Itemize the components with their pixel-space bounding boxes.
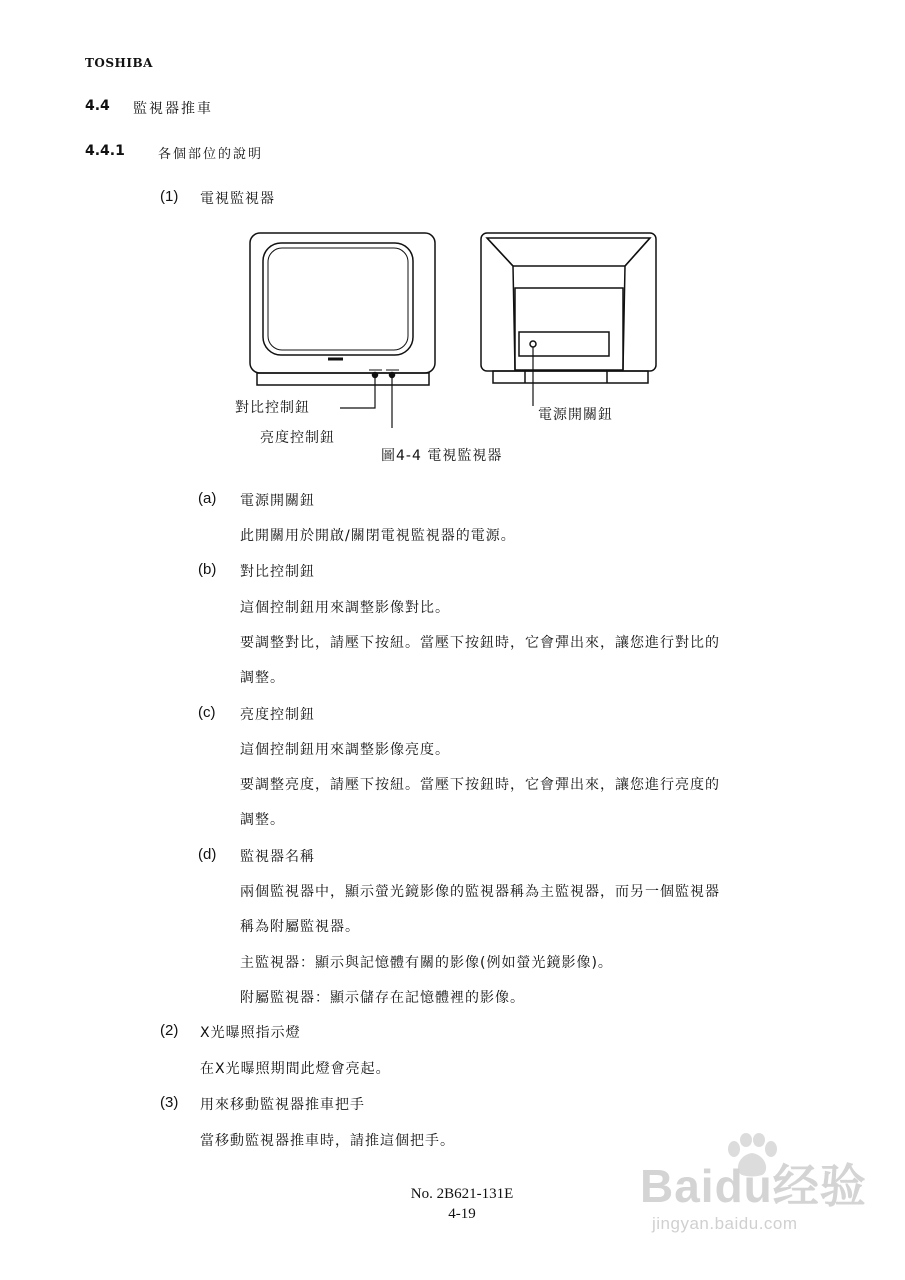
sub-d-line: 附屬監視器：顯示儲存在記憶體裡的影像。 bbox=[240, 990, 525, 1006]
contrast-control-label: 對比控制鈕 bbox=[235, 400, 310, 416]
watermark-url: jingyan.baidu.com bbox=[652, 1214, 798, 1233]
item2-line: 在X光曝照期間此燈會亮起。 bbox=[200, 1061, 391, 1077]
brightness-control-label: 亮度控制鈕 bbox=[260, 430, 335, 446]
front-monitor-drawing bbox=[250, 233, 435, 385]
item3-title: 用來移動監視器推車把手 bbox=[200, 1097, 365, 1113]
sub-a-number: (a) bbox=[198, 490, 217, 507]
sub-c-line: 調整。 bbox=[240, 812, 285, 828]
item3-line: 當移動監視器推車時，請推這個把手。 bbox=[200, 1133, 455, 1149]
sub-c-number: (c) bbox=[198, 704, 216, 721]
sub-d-line: 兩個監視器中，顯示螢光鏡影像的監視器稱為主監視器，而另一個監視器 bbox=[240, 884, 720, 900]
item1-number: (1) bbox=[160, 188, 179, 205]
sub-b-number: (b) bbox=[198, 561, 217, 578]
item2-title: X光曝照指示燈 bbox=[200, 1025, 301, 1041]
sub-b-line: 調整。 bbox=[240, 670, 285, 686]
sub-d-title: 監視器名稱 bbox=[240, 849, 315, 865]
sub-b-title: 對比控制鈕 bbox=[240, 564, 315, 580]
figure-caption: 圖4-4 電視監視器 bbox=[381, 448, 503, 464]
sub-d-line: 稱為附屬監視器。 bbox=[240, 919, 360, 935]
item1-title: 電視監視器 bbox=[200, 191, 275, 207]
section-number: 4.4 bbox=[85, 98, 110, 114]
brand-logo: TOSHIBA bbox=[85, 56, 153, 70]
subsection-number: 4.4.1 bbox=[85, 143, 125, 159]
section-title: 監視器推車 bbox=[133, 101, 213, 117]
item3-number: (3) bbox=[160, 1094, 179, 1111]
sub-c-line: 要調整亮度，請壓下按紐。當壓下按鈕時，它會彈出來，讓您進行亮度的 bbox=[240, 777, 720, 793]
rear-monitor-drawing bbox=[481, 233, 656, 383]
subsection-title: 各個部位的說明 bbox=[158, 147, 264, 162]
document-number: No. 2B621-131E bbox=[410, 1186, 514, 1202]
item2-number: (2) bbox=[160, 1022, 179, 1039]
leader-lines bbox=[340, 347, 533, 428]
watermark-logo: Baidu经验 bbox=[640, 1160, 867, 1212]
page-number: 4-19 bbox=[448, 1206, 476, 1222]
sub-b-line: 這個控制鈕用來調整影像對比。 bbox=[240, 600, 450, 616]
sub-d-number: (d) bbox=[198, 846, 217, 863]
sub-a-line: 此開關用於開啟/關閉電視監視器的電源。 bbox=[240, 528, 516, 544]
sub-c-line: 這個控制鈕用來調整影像亮度。 bbox=[240, 742, 450, 758]
sub-a-title: 電源開關鈕 bbox=[240, 493, 315, 509]
power-switch-label: 電源開關鈕 bbox=[538, 407, 613, 423]
sub-b-line: 要調整對比，請壓下按紐。當壓下按鈕時，它會彈出來，讓您進行對比的 bbox=[240, 635, 720, 651]
sub-c-title: 亮度控制鈕 bbox=[240, 707, 315, 723]
sub-d-line: 主監視器：顯示與記憶體有關的影像(例如螢光鏡影像)。 bbox=[240, 955, 613, 971]
